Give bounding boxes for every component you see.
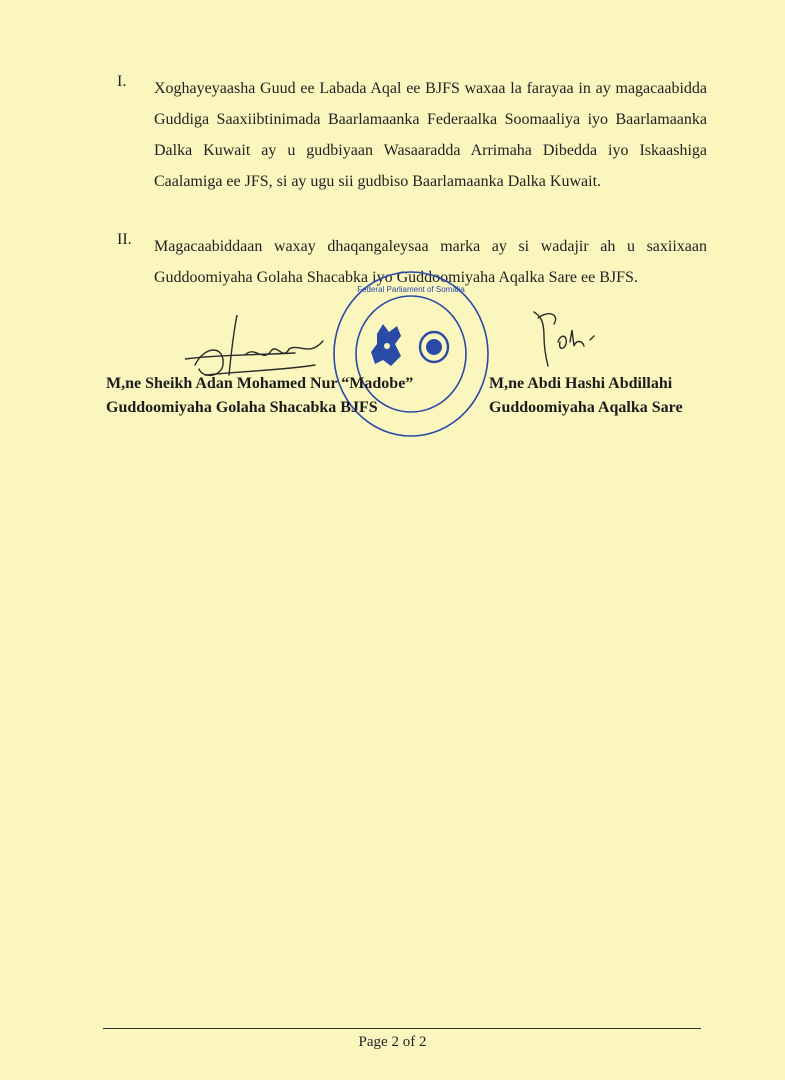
signatory-title: Guddoomiyaha Aqalka Sare <box>489 399 683 416</box>
clause-number: II. <box>117 231 132 248</box>
signatory-right <box>489 372 683 420</box>
signatory-title: Guddoomiyaha Golaha Shacabka BJFS <box>106 399 378 416</box>
clause-number: I. <box>117 73 127 90</box>
signatory-left <box>106 372 413 420</box>
clause-item <box>117 73 707 197</box>
signatory-name: M,ne Abdi Hashi Abdillahi <box>489 375 673 392</box>
svg-text:Federal Parliament of Somalia: Federal Parliament of Somalia <box>357 285 465 294</box>
footer-divider <box>103 1028 701 1029</box>
signature-right <box>530 306 610 368</box>
signatory-name: M,ne Sheikh Adan Mohamed Nur “Madobe” <box>106 375 414 392</box>
page-number: Page 2 of 2 <box>358 1034 427 1050</box>
clause-text: Magacaabiddaan waxay dhaqangaleysaa marka ay si wadajir ah u saxiixaan Guddoomiyaha Golaha Shacabka iyo Guddoomiyaha Aqalka Sare ee BJFS. <box>154 238 707 286</box>
clause-text: Xoghayeyaasha Guud ee Labada Aqal ee BJFS waxaa la farayaa in ay magacaabidda Guddiga Saaxiibtinimada Baarlamaanka Federaalka Soomaaliya iyo Baarlamaanka Dalka Kuwait ay u gudbiyaan Wasaaradda Arrimaha Dibedda iyo Iskaashiga Caalamiga ee JFS, si ay ugu sii gudbiso Baarlamaanka Dalka Kuwait. <box>154 80 707 190</box>
